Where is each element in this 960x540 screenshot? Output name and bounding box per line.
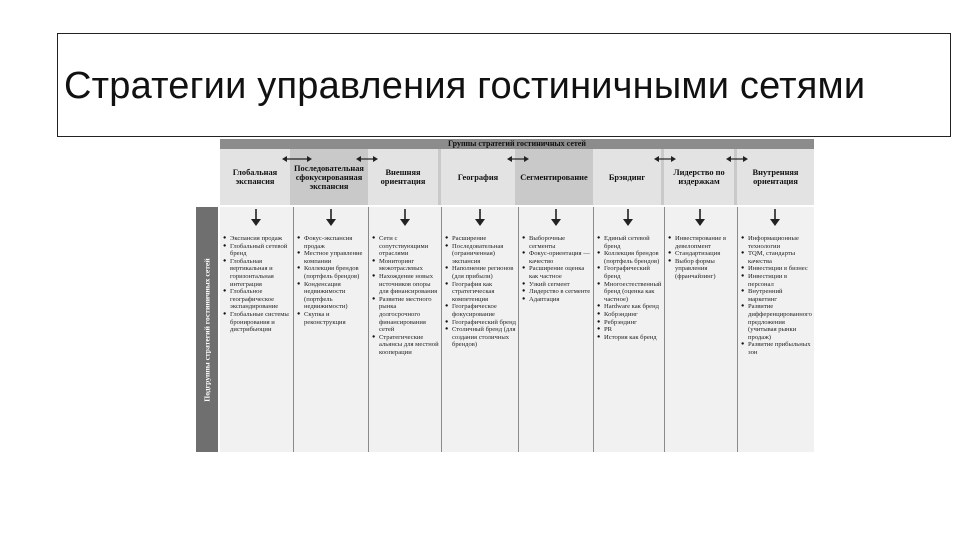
- down-arrow-icon: [769, 209, 781, 227]
- list-item: ● Стандартизация: [668, 250, 735, 258]
- double-arrow-icon: [654, 155, 676, 163]
- column-branding: [593, 207, 664, 452]
- list-item: ● Нахождение новых источников опоры для финансирования: [372, 273, 439, 296]
- header-internal-orientation: Внутренняя ориентация: [737, 149, 814, 205]
- header-sequential-expansion: Последовательная сфокусированная экспансия: [294, 163, 364, 191]
- list-item: ● Столичный бренд (для создания столичных брендов): [445, 326, 516, 349]
- down-arrow-icon: [250, 209, 262, 227]
- list-item: ● Ребрэндинг: [597, 319, 662, 327]
- header-cost-leadership: Лидерство по издержкам: [664, 149, 734, 205]
- list-item: ● Развитие местного рынка долгосрочного финансирования сетей: [372, 296, 439, 334]
- list-item: ● Лидерство в сегменте: [522, 288, 591, 296]
- column-cost-leadership: [664, 207, 737, 452]
- double-arrow-icon: [507, 155, 529, 163]
- list-item: ● Сети с сопутствующими отраслями: [372, 235, 439, 258]
- list-item: ● Географический бренд: [445, 319, 516, 327]
- down-arrow-icon: [694, 209, 706, 227]
- column-list: [445, 235, 516, 349]
- strategy-figure: [196, 139, 816, 452]
- list-item: ● Коллекция брендов (портфель брендов): [597, 250, 662, 265]
- list-item: ● История как бренд: [597, 334, 662, 342]
- list-item: ● География как стратегическая компетенция: [445, 281, 516, 304]
- list-item: ● Коллекция брендов (портфель брендов): [297, 265, 366, 280]
- header-segmentation: Сегментирование: [520, 172, 588, 182]
- title-box: [57, 33, 951, 137]
- column-list: [297, 235, 366, 326]
- column-list: [741, 235, 812, 357]
- list-item: ● Географический бренд: [597, 265, 662, 280]
- list-item: ● Конденсация недвижимости (портфель недвижимости): [297, 281, 366, 311]
- column-external-orientation: [368, 207, 441, 452]
- list-item: ● Глобальный сетевой бренд: [223, 243, 291, 258]
- list-item: ● Географическое фокусирование: [445, 303, 516, 318]
- column-list: [522, 235, 591, 303]
- list-item: ● Глобальное географическое экспандирование: [223, 288, 291, 311]
- list-item: ● Наполнение регионов (для прибыли): [445, 265, 516, 280]
- side-label-box: [196, 207, 218, 452]
- column-list: [668, 235, 735, 281]
- double-arrow-icon: [282, 155, 312, 163]
- down-arrow-icon: [325, 209, 337, 227]
- list-item: ● Последовательная (ограниченная) экспансия: [445, 243, 516, 266]
- column-list: [597, 235, 662, 341]
- list-item: ● Выбор формы управления (франчайзинг): [668, 258, 735, 281]
- list-item: ● Фокус-ориентация — качество: [522, 250, 591, 265]
- list-item: ● Узкий сегмент: [522, 281, 591, 289]
- list-item: ● Информационные технологии: [741, 235, 812, 250]
- column-segmentation: [518, 207, 593, 452]
- list-item: ● Глобальные системы бронирования и дистрибьюции: [223, 311, 291, 334]
- column-list: [223, 235, 291, 334]
- column-sequential-expansion: [293, 207, 368, 452]
- list-item: ● Экспансия продаж: [223, 235, 291, 243]
- list-item: ● Кобрэндинг: [597, 311, 662, 319]
- column-internal-orientation: [737, 207, 814, 452]
- list-item: ● Стратегические альянсы для местной кооперации: [372, 334, 439, 357]
- list-item: ● Инвестиции в бизнес: [741, 265, 812, 273]
- list-item: ● Местное управление компании: [297, 250, 366, 265]
- slide-title: Стратегии управления гостиничными сетями: [64, 65, 866, 107]
- list-item: ● Развитие прибыльных зон: [741, 341, 812, 356]
- list-item: ● Фокус-экспансия продаж: [297, 235, 366, 250]
- list-item: ● Мониторинг межотраслевых: [372, 258, 439, 273]
- list-item: ● Развитие дифференцированного предложения (учитывая рынки продаж): [741, 303, 812, 341]
- list-item: ● Скупка и реконструкция: [297, 311, 366, 326]
- list-item: ● Многоестественный бренд (оценка как частное): [597, 281, 662, 304]
- list-item: ● Глобальная вертикальная и горизонтальная интеграция: [223, 258, 291, 288]
- column-list: [372, 235, 439, 357]
- list-item: ● Адаптация: [522, 296, 591, 304]
- header-external-orientation: Внешняя ориентация: [368, 149, 438, 205]
- top-group-label: Группы стратегий гостиничных сетей: [220, 139, 814, 149]
- down-arrow-icon: [399, 209, 411, 227]
- list-item: ● Расширение оценка как частное: [522, 265, 591, 280]
- side-label: Подгруппы стратегий гостиничных сетей: [202, 257, 212, 402]
- down-arrow-icon: [622, 209, 634, 227]
- double-arrow-icon: [356, 155, 378, 163]
- header-global-expansion: Глобальная экспансия: [220, 149, 290, 205]
- list-item: ● Расширение: [445, 235, 516, 243]
- list-item: ● Hardware как бренд: [597, 303, 662, 311]
- list-item: ● Выборочные сегменты: [522, 235, 591, 250]
- list-item: ● Инвестирование в девелопмент: [668, 235, 735, 250]
- column-geography: [441, 207, 518, 452]
- double-arrow-icon: [726, 155, 748, 163]
- list-item: ● Внутренний маркетинг: [741, 288, 812, 303]
- down-arrow-icon: [474, 209, 486, 227]
- header-branding: Брэндинг: [593, 149, 661, 205]
- header-geography: География: [441, 149, 515, 205]
- down-arrow-icon: [550, 209, 562, 227]
- list-item: ● TQM, стандарты качества: [741, 250, 812, 265]
- column-global-expansion: [220, 207, 293, 452]
- list-item: ● Инвестиции в персонал: [741, 273, 812, 288]
- list-item: ● PR: [597, 326, 662, 334]
- list-item: ● Единый сетевой бренд: [597, 235, 662, 250]
